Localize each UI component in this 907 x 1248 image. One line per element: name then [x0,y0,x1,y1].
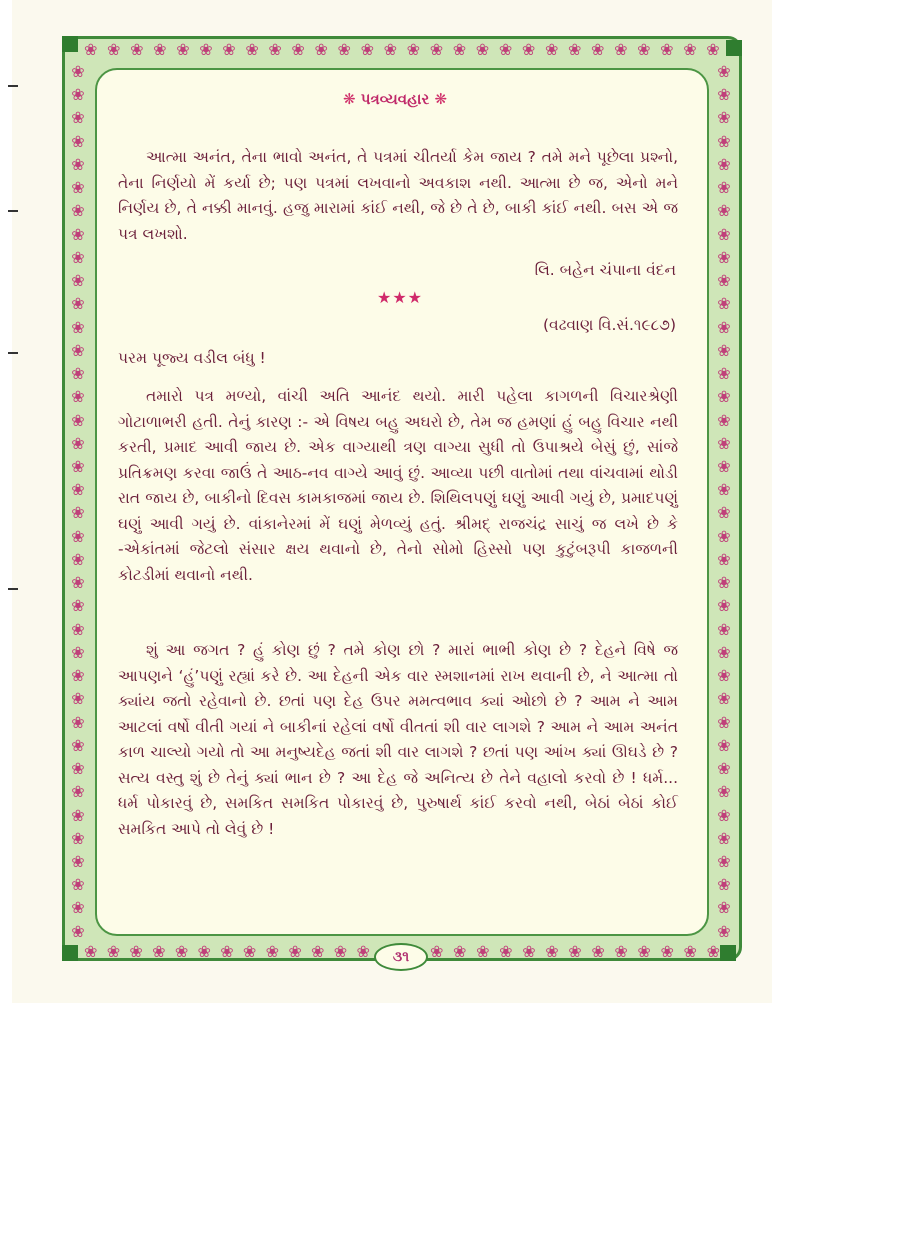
flower-border-top [84,42,720,58]
flower-icon: ❀ [71,433,85,453]
flower-icon: ❀ [220,942,234,961]
flower-icon: ❀ [288,942,302,961]
flower-icon: ❀ [568,942,582,961]
flower-border-left [66,64,90,940]
flower-icon: ❀ [71,85,85,105]
margin-mark [8,352,18,354]
flower-icon: ❀ [71,364,85,384]
corner-ornament [62,36,78,52]
flower-icon: ❀ [245,40,259,59]
flower-icon: ❀ [717,619,731,639]
flower-icon: ❀ [71,782,85,802]
flower-icon: ❀ [521,40,536,59]
flower-icon: ❀ [637,942,651,961]
flower-icon: ❀ [717,410,731,430]
flower-icon: ❀ [475,40,490,59]
margin-mark [8,588,18,590]
flower-icon: ❀ [717,805,731,825]
flower-icon: ❀ [199,40,213,59]
paragraph: શું આ જગત ? હું કોણ છું ? તમે કોણ છો ? મારાં ભાભી કોણ છે ? દેહને વિષે જ આપણને ‘હું’પણું રહ્યાં કરે છે. આ દેહની એક વાર સ્મશાનમાં રાખ થવાની છે, ને આત્મા તો ક્યાંય જતો રહેવાનો છે. છતાં પણ દેહ ઉપર મમત્વભાવ ક્યાં ઓછો છે ? આમ ને આમ આટલાં વર્ષો વીતી ગયાં ને બાકીનાં રહેલાં વર્ષો વીતતાં શી વાર લાગશે ? આમ ને આમ અનંત કાળ ચાલ્યો ગયો તો આ મનુષ્યદેહ જતાં શી વાર લાગશે ? છતાં પણ આંખ ક્યાં ઊઘડે છે ? સત્ય વસ્તુ શું છે તેનું ક્યાં ભાન છે ? આ દેહ જે અનિત્ય છે તેને વહાલો કરવો છે ! ધર્મ... ધર્મ પોકારવું છે, સમકિત સમકિત પોકારવું છે, પુરુષાર્થ કાંઈ કરવો નથી, બેઠાં બેઠાં કોઈ સમકિત આપે તો લેવું છે ! [118,641,678,838]
flower-icon: ❀ [71,851,85,871]
flower-icon: ❀ [291,40,305,59]
flower-icon: ❀ [71,387,85,407]
flower-icon: ❀ [717,178,731,198]
letter1-body: આત્મા અનંત, તેના ભાવો અનંત, તે પત્રમાં ચીતર્યા કેમ જાય ? તમે મને પૂછેલા પ્રશ્નો, તેના નિર્ણયો મેં કર્યા છે; પણ પત્રમાં લખવાનો અવકાશ નથી. આત્મા છે જ, એનો મને નિર્ણય છે, તે નક્કી માનવું. હજુ મારામાં કાંઈ નથી, જે છે તે છે, બાકી કાંઈ નથી. બસ એ જ પત્ર લખશો. [118,148,678,243]
flower-icon: ❀ [84,40,98,59]
section-heading [300,90,490,108]
flower-icon: ❀ [314,40,328,59]
flower-icon: ❀ [717,387,731,407]
flower-icon: ❀ [71,666,85,686]
flower-icon: ❀ [311,942,325,961]
flower-icon: ❀ [71,503,85,523]
flower-icon: ❀ [71,805,85,825]
flower-icon: ❀ [71,712,85,732]
flower-icon: ❀ [107,40,121,59]
flower-icon: ❀ [717,526,731,546]
flower-icon: ❀ [129,942,143,961]
flower-icon: ❀ [333,942,348,961]
flower-icon: ❀ [717,782,731,802]
flower-icon: ❀ [222,40,236,59]
flower-icon: ❀ [717,712,731,732]
flower-icon: ❀ [71,898,85,918]
flower-icon: ❀ [522,942,536,961]
flower-icon: ❀ [152,942,166,961]
flower-icon: ❀ [71,828,85,848]
flower-icon: ❀ [717,340,731,360]
flower-icon: ❀ [71,317,85,337]
margin-mark [8,85,18,87]
flower-icon: ❀ [356,942,370,961]
flower-icon: ❀ [717,898,731,918]
corner-ornament [720,945,736,961]
flower-icon: ❀ [71,619,85,639]
flower-icon: ❀ [71,456,85,476]
flower-icon: ❀ [406,40,421,59]
flower-icon: ❀ [567,40,582,59]
corner-ornament [62,945,78,961]
flower-icon: ❀ [717,875,731,895]
flower-icon: ❀ [71,526,85,546]
flower-icon: ❀ [71,759,85,779]
flower-icon: ❀ [706,40,720,59]
flower-icon: ❀ [71,108,85,128]
flower-icon: ❀ [476,942,490,961]
flower-icon: ❀ [614,942,628,961]
flower-icon: ❀ [71,340,85,360]
flower-icon: ❀ [614,40,628,59]
page-title: પત્રવ્યવહાર [360,90,430,108]
flower-icon: ❀ [544,40,559,59]
flower-icon: ❀ [717,108,731,128]
flower-icon: ❀ [71,480,85,500]
flower-icon: ❀ [717,573,731,593]
flower-icon: ❀ [71,131,85,151]
flower-icon: ❀ [717,154,731,174]
flower-border-right [712,64,736,940]
flower-icon: ❀ [717,247,731,267]
flower-icon: ❀ [637,40,651,59]
flower-icon: ❀ [130,40,144,59]
flower-icon: ❀ [545,942,559,961]
flower-icon: ❀ [717,828,731,848]
flower-icon: ❀ [429,40,444,59]
flower-icon: ❀ [71,224,85,244]
place-date: (વઢવાણ વિ.સં.૧૯૮૭) [543,316,676,334]
flower-icon: ❀ [84,942,98,961]
flower-icon: ❀ [71,294,85,314]
flower-icon: ❀ [717,666,731,686]
flower-icon: ❀ [717,759,731,779]
flower-icon: ❀ [717,503,731,523]
page-number: ૩૧ [374,943,428,971]
flower-icon: ❀ [683,942,697,961]
flower-icon: ❀ [71,62,85,81]
flower-icon: ❀ [717,294,731,314]
flower-icon: ❀ [71,642,85,662]
flower-icon: ❀ [717,271,731,291]
flower-icon: ❀ [71,549,85,569]
flower-icon: ❀ [71,271,85,291]
flower-icon: ❀ [106,942,121,961]
flower-border-bottom [84,944,370,960]
flower-icon: ❀ [717,433,731,453]
margin-mark [8,210,18,212]
flower-icon: ❀ [717,62,731,81]
flower-icon: ❀ [71,689,85,709]
flower-icon: ❀ [706,942,720,961]
flower-icon: ❀ [71,735,85,755]
flower-icon: ❀ [71,154,85,174]
flower-icon: ❀ [717,735,731,755]
flower-icon: ❀ [71,875,85,895]
paragraph: તમારો પત્ર મળ્યો, વાંચી અતિ આનંદ થયો. મારી પહેલા કાગળની વિચારશ્રેણી ગોટાળાભરી હતી. તેનું કારણ :- એ વિષય બહુ અઘરો છે, તેમ જ હમણાં હું બહુ વિચાર નથી કરતી, પ્રમાદ આવી જાય છે. એક વાગ્યાથી ત્રણ વાગ્યા સુધી તો ઉપાશ્રયે બેસું છું, સાંજે પ્રતિક્રમણ કરવા જાઉં તે આઠ-નવ વાગ્યે આવું છું. આવ્યા પછી વાતોમાં તથા વાંચવામાં થોડી રાત જાય છે, બાકીનો દિવસ કામકાજમાં જાય છે. શિથિલપણું ઘણું આવી ગયું છે, પ્રમાદપણું ઘણું આવી ગયું છે. વાંકાનેરમાં મેં ઘણું મેળવ્યું હતું. શ્રીમદ્ રાજચંદ્ર સાચું જ લખે છે કે -એકાંતમાં જેટલો સંસાર ક્ષય થવાનો છે, તેનો સોમો હિસ્સો પણ કુટુંબરૂપી કાજળની કોટડીમાં થવાનો નથી. [118,387,678,584]
flower-icon: ❀ [265,942,280,961]
flower-icon: ❀ [453,942,467,961]
flower-icon: ❀ [717,549,731,569]
flower-border-bottom [430,944,720,960]
flower-icon: ❀ [717,317,731,337]
flower-icon: ❀ [71,247,85,267]
flower-icon: ❀ [71,573,85,593]
flower-icon: ❀ [174,942,189,961]
flower-icon: ❀ [71,596,85,616]
letter1-signature: લિ. બહેન ચંપાના વંદન [534,261,676,279]
flower-icon: ❀ [717,596,731,616]
flower-icon: ❀ [430,942,444,961]
salutation: પરમ પૂજ્ય વડીલ બંધુ ! [118,349,266,367]
ornament-icon: ❋ [342,90,356,108]
separator: ★★★ [376,288,424,307]
flower-icon: ❀ [717,201,731,221]
flower-icon: ❀ [71,178,85,198]
flower-icon: ❀ [71,410,85,430]
flower-icon: ❀ [268,40,282,59]
flower-icon: ❀ [452,40,467,59]
flower-icon: ❀ [717,480,731,500]
flower-icon: ❀ [683,40,697,59]
flower-icon: ❀ [176,40,190,59]
flower-icon: ❀ [591,40,605,59]
flower-icon: ❀ [499,942,513,961]
flower-icon: ❀ [717,642,731,662]
flower-icon: ❀ [71,201,85,221]
flower-icon: ❀ [717,689,731,709]
flower-icon: ❀ [717,456,731,476]
flower-icon: ❀ [717,85,731,105]
flower-icon: ❀ [337,40,351,59]
flower-icon: ❀ [383,40,398,59]
flower-icon: ❀ [660,942,674,961]
corner-ornament [726,40,742,56]
flower-icon: ❀ [717,921,731,941]
flower-icon: ❀ [242,942,257,961]
flower-icon: ❀ [717,131,731,151]
flower-icon: ❀ [660,40,674,59]
flower-icon: ❀ [717,851,731,871]
flower-icon: ❀ [717,224,731,244]
flower-icon: ❀ [153,40,167,59]
ornament-icon: ❋ [434,90,448,108]
flower-icon: ❀ [498,40,513,59]
flower-icon: ❀ [71,921,85,941]
flower-icon: ❀ [591,942,605,961]
flower-icon: ❀ [197,942,211,961]
flower-icon: ❀ [360,40,374,59]
flower-icon: ❀ [717,364,731,384]
